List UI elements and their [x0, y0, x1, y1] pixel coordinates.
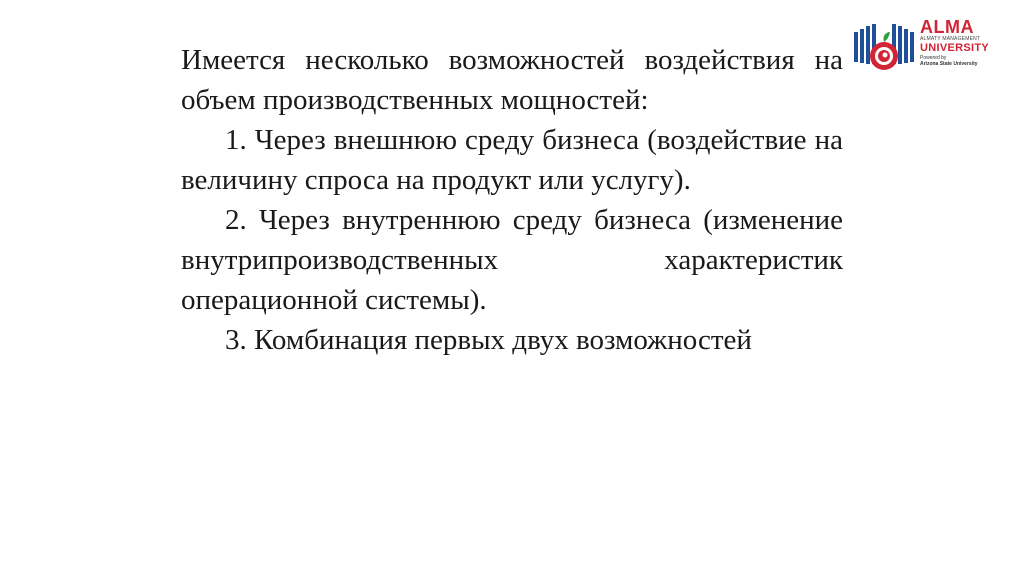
logo-text [920, 18, 1000, 67]
intro-paragraph: Имеется несколько возможностей воздействия на объем производственных мощностей: [181, 44, 843, 116]
list-item-2: 2. Через внутреннюю среду бизнеса (изменение внутрипроизводственных характеристик операционной системы). [181, 204, 843, 316]
list-item-1: 1. Через внешнюю среду бизнеса (воздействие на величину спроса на продукт или услугу). [181, 124, 843, 196]
logo-powered-by: Powered by [920, 55, 947, 61]
logo-university: UNIVERSITY [920, 42, 990, 54]
slide-body [181, 40, 843, 360]
university-logo [848, 14, 998, 80]
logo-subtitle: ALMATY MANAGEMENT [920, 36, 981, 42]
logo-brand: ALMA [920, 17, 974, 37]
open-book-apple-icon [852, 18, 916, 78]
list-item-3: 3. Комбинация первых двух возможностей [225, 324, 752, 356]
logo-partner: Arizona State University [920, 61, 978, 67]
